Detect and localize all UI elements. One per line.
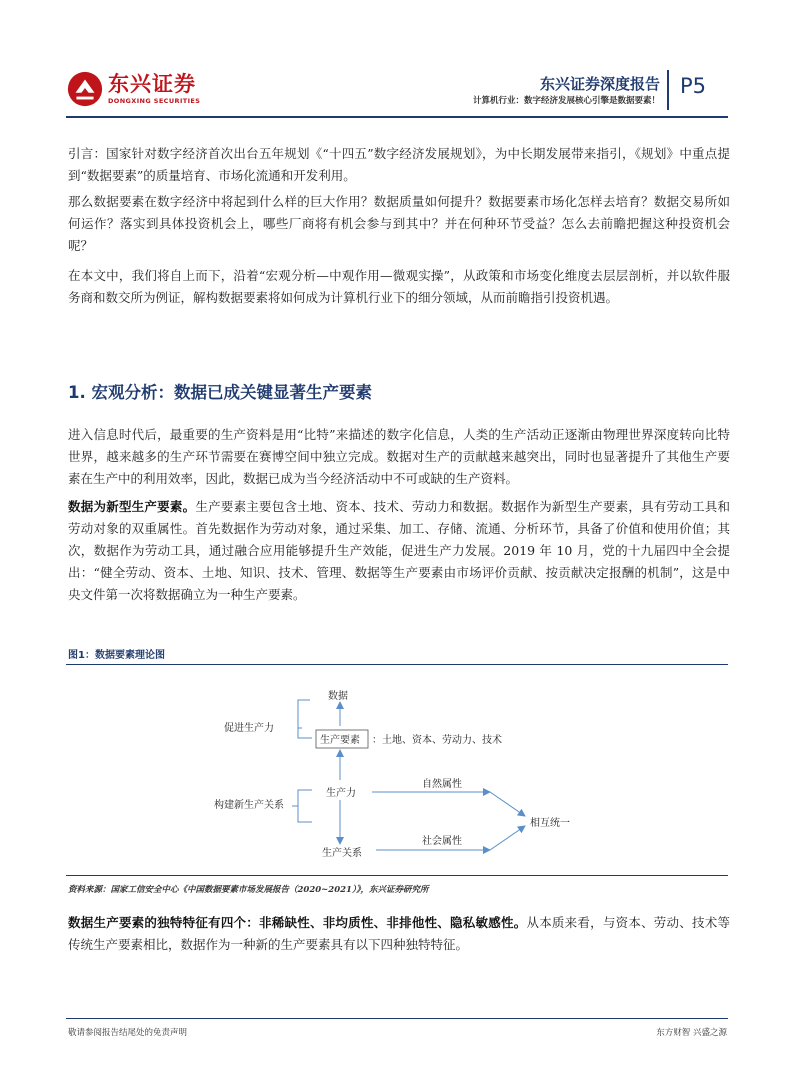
company-logo bbox=[66, 70, 200, 108]
section-paragraph-2 bbox=[68, 496, 730, 606]
label-factor-list: ：土地、资本、劳动力、技术 bbox=[372, 735, 502, 746]
header-rule bbox=[66, 116, 728, 118]
footer-rule bbox=[66, 1018, 728, 1019]
page-number: P5 bbox=[680, 74, 707, 98]
section-paragraph-1: 进入信息时代后，最重要的生产资料是用“比特”来描述的数字化信息，人类的生产活动正逐渐由物理世界深度转向比特世界，越来越多的生产环节需要在赛博空间中独立完成。数据对生产的贡献越来越突出，同时也显著提升了其他生产要素在生产中的利用效率，因此，数据已成为当今经济活动中不可或缺的生产资料。 bbox=[68, 427, 730, 486]
paragraph-3-lead: 数据生产要素的独特特征有四个：非稀缺性、非均质性、非排他性、隐私敏感性。 bbox=[68, 915, 527, 930]
figure-top-rule bbox=[66, 664, 728, 665]
figure-title: 图1：数据要素理论图 bbox=[68, 650, 165, 661]
label-relations: 生产关系 bbox=[322, 848, 362, 859]
section-paragraph-3 bbox=[68, 912, 730, 956]
figure-source: 资料来源：国家工信安全中心《中国数据要素市场发展报告（2020~2021）》，东兴证券研究所 bbox=[68, 885, 429, 895]
label-data: 数据 bbox=[328, 691, 348, 702]
label-promote-productivity: 促进生产力 bbox=[224, 723, 274, 734]
label-social: 社会属性 bbox=[422, 836, 462, 847]
label-natural: 自然属性 bbox=[422, 779, 462, 790]
arrow-natural-to-unity bbox=[490, 792, 525, 816]
intro-paragraph-1: 引言：国家针对数字经济首次出台五年规划《“十四五”数字经济发展规划》，为中长期发展带来指引，《规划》中重点提到“数据要素”的质量培育、市场化流通和开发利用。 bbox=[68, 146, 730, 183]
bracket-build bbox=[292, 790, 312, 806]
intro-paragraph-2: 那么数据要素在数字经济中将起到什么样的巨大作用？数据质量如何提升？数据要素市场化怎样去培育？数据交易所如何运作？落实到具体投资机会上，哪些厂商将有机会参与到其中？并在何种环节受益？怎么去前瞻把握这种投资机会呢？ bbox=[68, 194, 730, 253]
label-factor: 生产要素 bbox=[320, 735, 360, 746]
section-heading: 1. 宏观分析：数据已成关键显著生产要素 bbox=[68, 383, 372, 402]
paragraph-2-body: 生产要素主要包含土地、资本、技术、劳动力和数据。数据作为新型生产要素，具有劳动工具和劳动对象的双重属性。首先数据作为劳动对象，通过采集、加工、存储、流通、分析环节，具备了价值和使用价值；其次，数据作为劳动工具，通过融合应用能够提升生产效能，促进生产力发展。2019 年 10 月，党的十九届四中全会提出：“健全劳动、资本、土地、知识、技术、管理、数据等生产要素由市场评价贡献、按贡献决定报酬的机制”，这是中央文件第一次将数据确立为一种生产要素。 bbox=[68, 499, 730, 602]
paragraph-3-body: 从本质来看，与资本、劳动、技术等传统生产要素相比，数据作为一种新的生产要素具有以下四种独特特征。 bbox=[68, 915, 730, 952]
dongxing-logo-icon bbox=[66, 70, 104, 108]
figure-bottom-rule bbox=[66, 875, 728, 876]
label-productivity: 生产力 bbox=[326, 788, 356, 799]
report-subtitle: 计算机行业：数字经济发展核心引擎是数据要素！ bbox=[472, 96, 660, 106]
label-unity: 相互统一 bbox=[530, 818, 570, 829]
footer-slogan: 东方财智 兴盛之源 bbox=[656, 1028, 727, 1038]
intro-paragraph-3: 在本文中，我们将自上而下，沿着“宏观分析—中观作用—微观实操”，从政策和市场变化维度去层层剖析，并以软件服务商和数交所为例证，解构数据要素将如何成为计算机行业下的细分领域，从而前瞻指引投资机遇。 bbox=[68, 268, 730, 305]
paragraph-2-lead: 数据为新型生产要素。 bbox=[68, 499, 196, 514]
logo-chinese-name: 东兴证券 bbox=[108, 72, 196, 96]
label-build-relations: 构建新生产关系 bbox=[214, 800, 284, 811]
footer-disclaimer: 敬请参阅报告结尾处的免责声明 bbox=[68, 1028, 188, 1038]
bracket-promote bbox=[298, 700, 310, 728]
arrow-social-to-unity bbox=[490, 826, 525, 850]
header-divider bbox=[667, 70, 669, 110]
report-title: 东兴证券深度报告 bbox=[539, 75, 660, 93]
logo-english-name: DONGXING SECURITIES bbox=[108, 97, 201, 105]
data-factor-theory-diagram bbox=[200, 676, 620, 866]
